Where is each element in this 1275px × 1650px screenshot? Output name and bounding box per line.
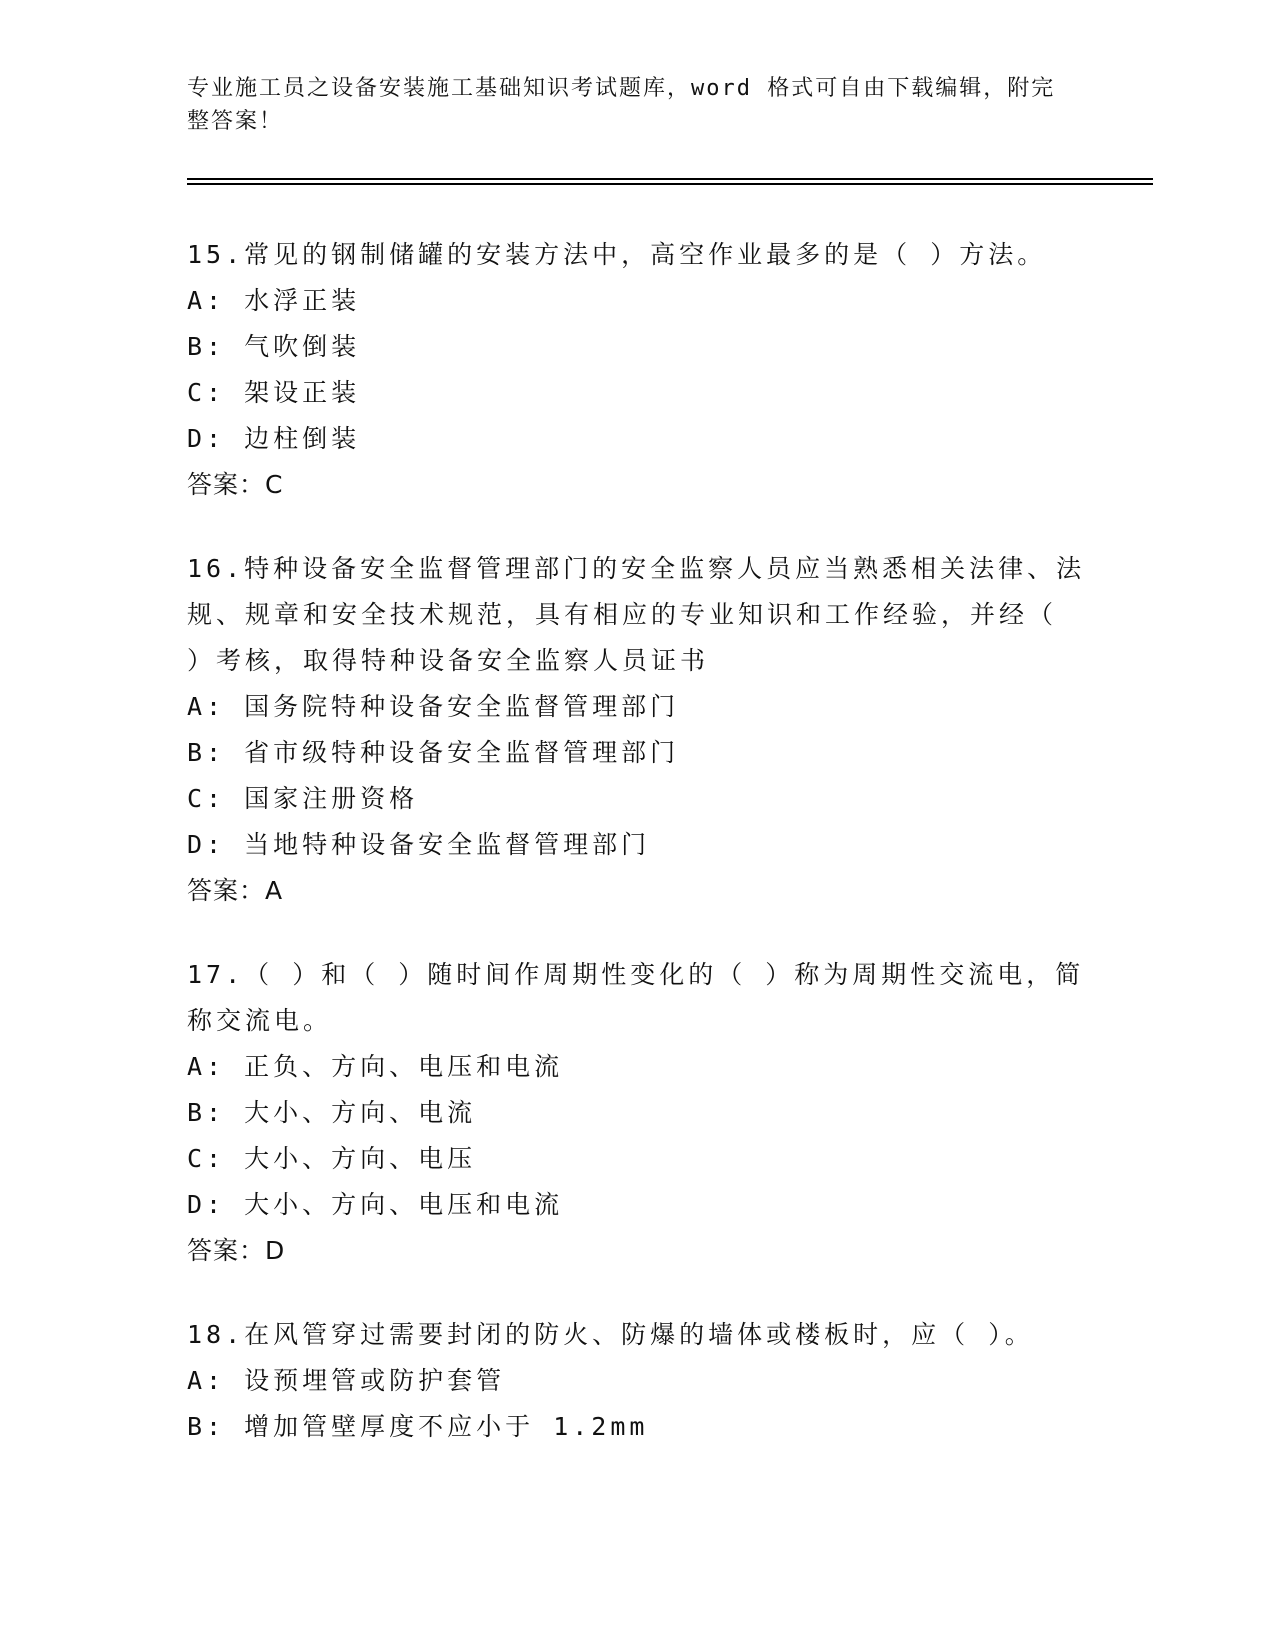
option-a: A: 设预埋管或防护套管 bbox=[187, 1366, 506, 1395]
question-stem: 16.特种设备安全监督管理部门的安全监察人员应当熟悉相关法律、法规、规章和安全技术规范，具有相应的专业知识和工作经验，并经（ ）考核，取得特种设备安全监察人员证书 bbox=[187, 554, 1086, 675]
option-c: C: 国家注册资格 bbox=[187, 784, 419, 813]
option-d: D: 大小、方向、电压和电流 bbox=[187, 1190, 564, 1219]
question-16 bbox=[187, 546, 1087, 914]
option-d: D: 当地特种设备安全监督管理部门 bbox=[187, 830, 651, 859]
question-18 bbox=[187, 1312, 1087, 1450]
question-stem: 15.常见的钢制储罐的安装方法中，高空作业最多的是（ ）方法。 bbox=[187, 240, 1047, 269]
answer: 答案：D bbox=[187, 1236, 286, 1265]
option-b: B: 气吹倒装 bbox=[187, 332, 361, 361]
question-list bbox=[187, 232, 1087, 1488]
option-c: C: 架设正装 bbox=[187, 378, 361, 407]
option-a: A: 国务院特种设备安全监督管理部门 bbox=[187, 692, 680, 721]
option-a: A: 水浮正装 bbox=[187, 286, 361, 315]
answer: 答案：C bbox=[187, 470, 284, 499]
question-stem: 18.在风管穿过需要封闭的防火、防爆的墙体或楼板时，应（ ）。 bbox=[187, 1320, 1034, 1349]
header-rule-top bbox=[187, 178, 1153, 180]
option-a: A: 正负、方向、电压和电流 bbox=[187, 1052, 564, 1081]
option-d: D: 边柱倒装 bbox=[187, 424, 361, 453]
option-c: C: 大小、方向、电压 bbox=[187, 1144, 477, 1173]
answer: 答案：A bbox=[187, 876, 284, 905]
option-b: B: 省市级特种设备安全监督管理部门 bbox=[187, 738, 680, 767]
question-stem: 17.（ ）和（ ）随时间作周期性变化的（ ）称为周期性交流电，简称交流电。 bbox=[187, 960, 1085, 1035]
option-b: B: 大小、方向、电流 bbox=[187, 1098, 477, 1127]
document-header: 专业施工员之设备安装施工基础知识考试题库，word 格式可自由下载编辑，附完整答案！ bbox=[187, 76, 1056, 134]
question-15 bbox=[187, 232, 1087, 508]
question-17 bbox=[187, 952, 1087, 1274]
option-b: B: 增加管壁厚度不应小于 1.2mm bbox=[187, 1412, 649, 1441]
header-rule-bottom bbox=[187, 183, 1153, 185]
